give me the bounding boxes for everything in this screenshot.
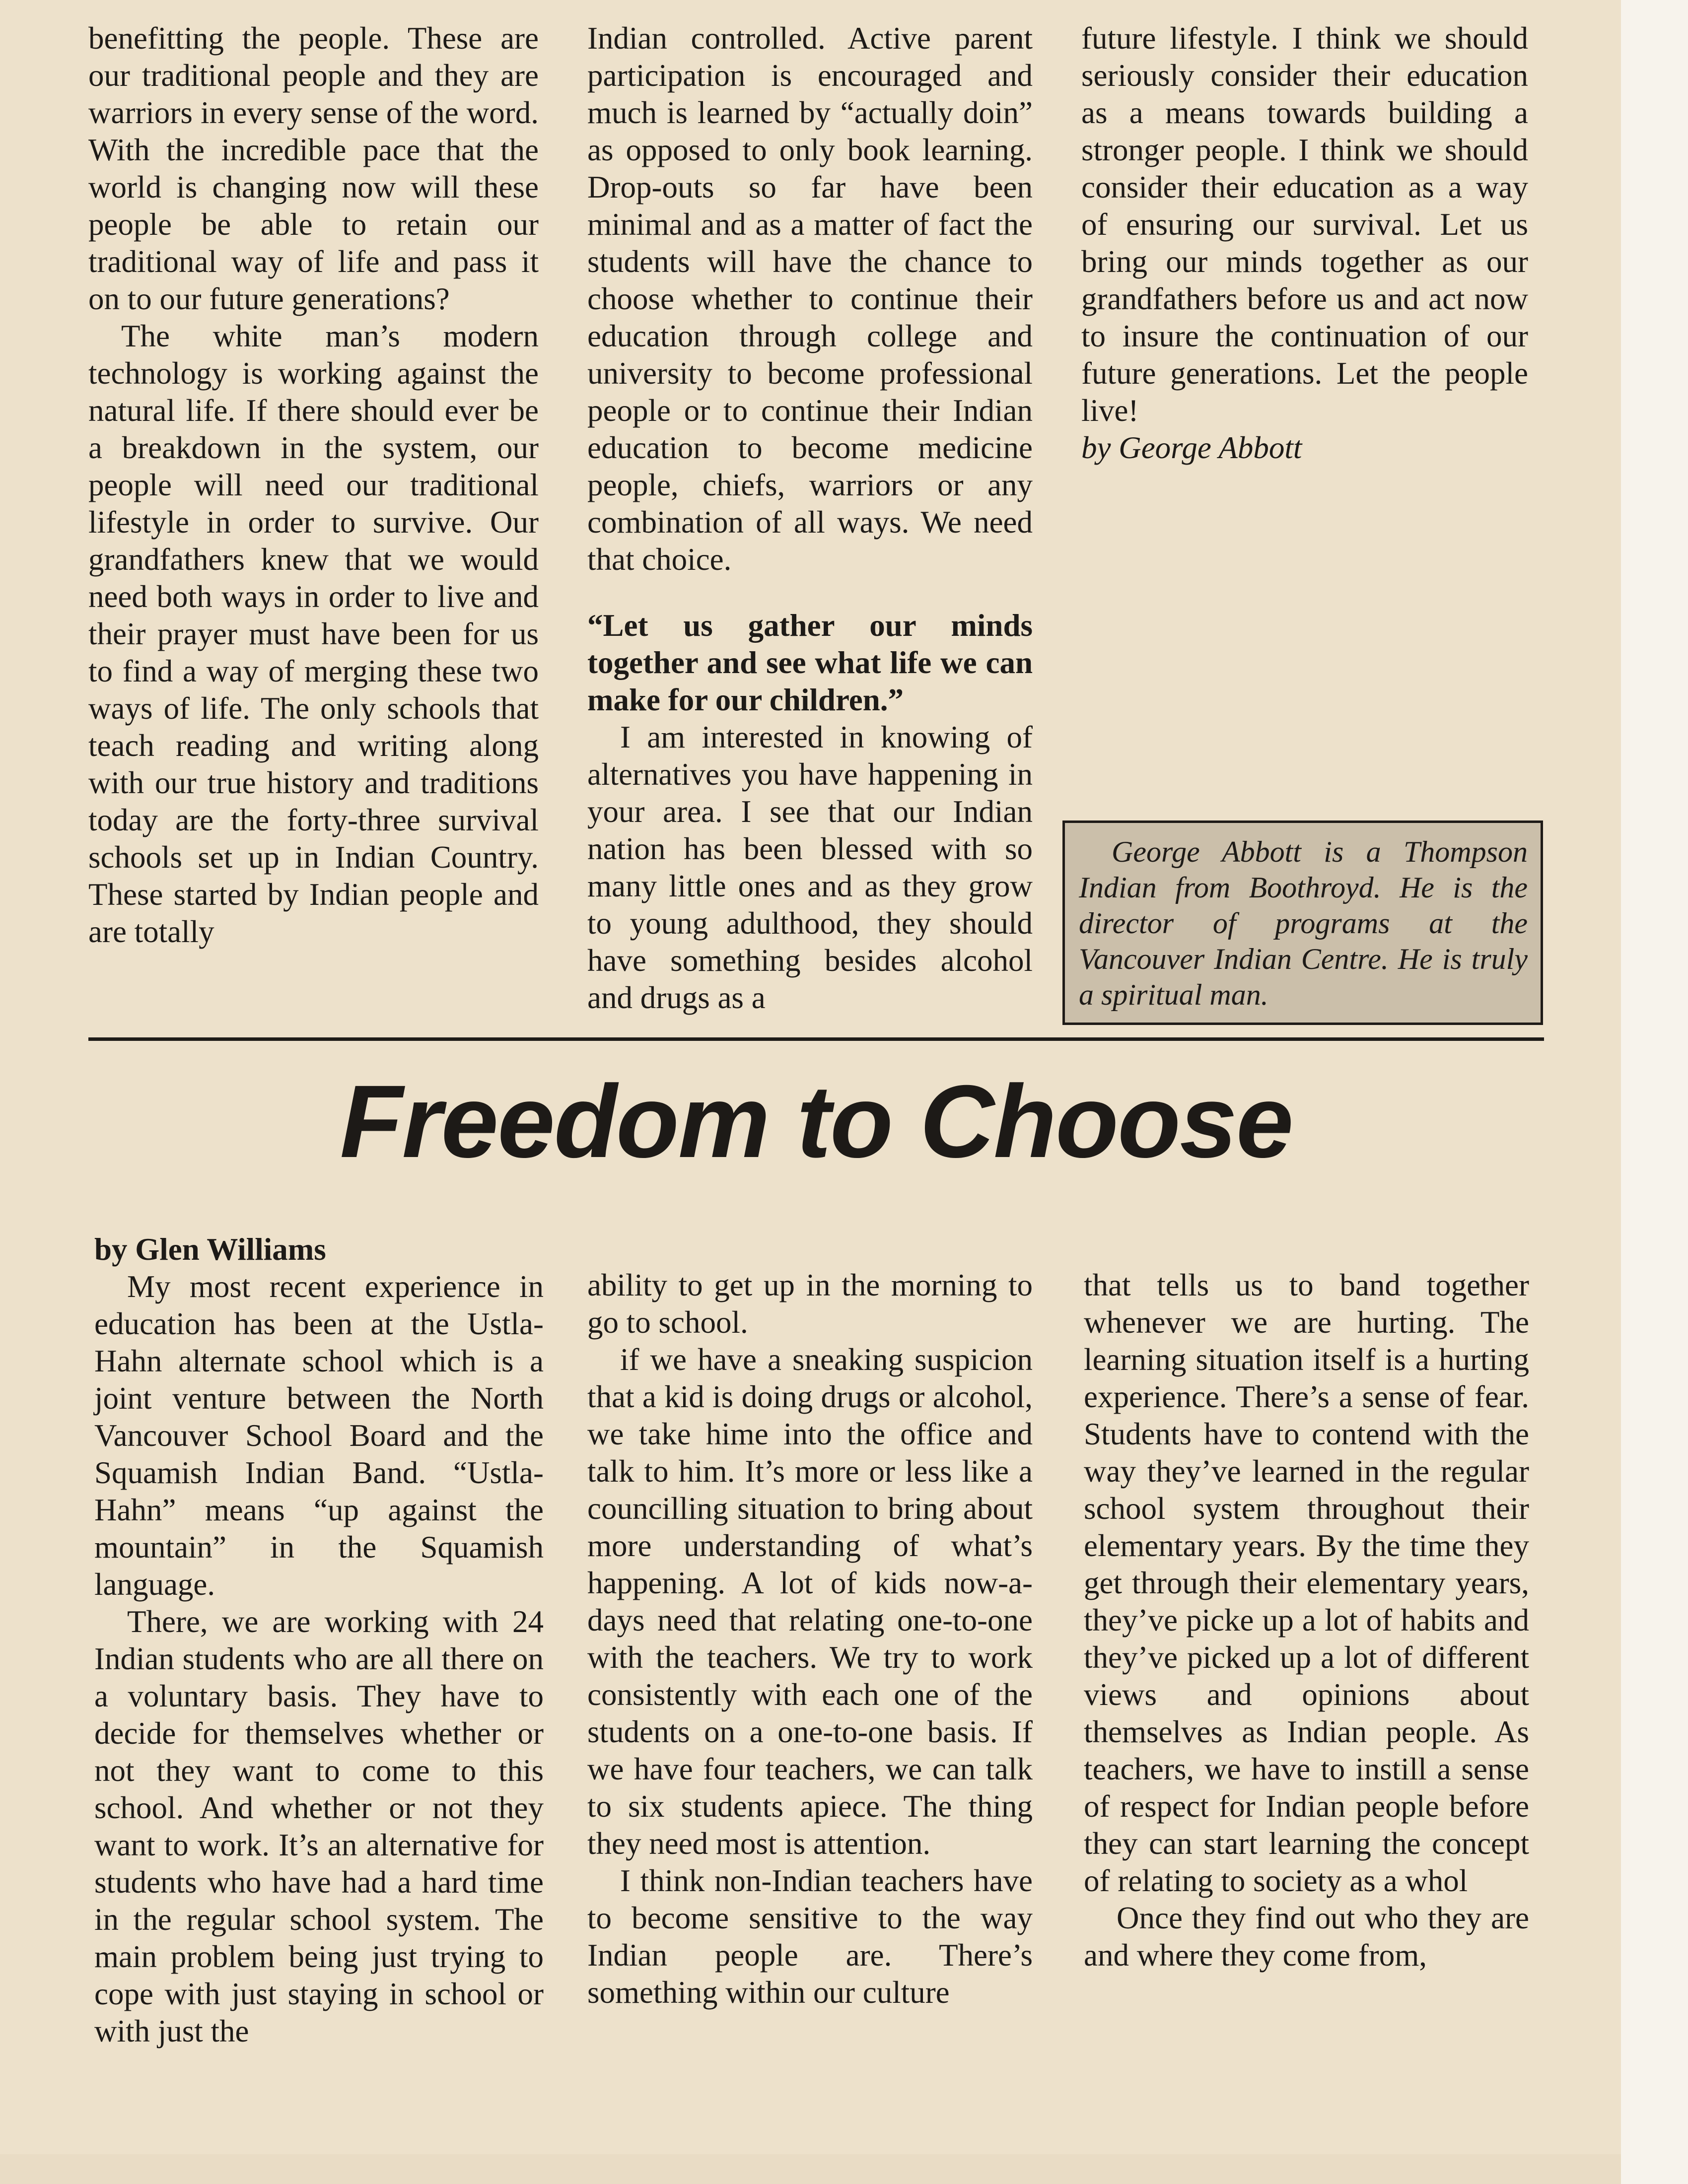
bottom-article-column-2 <box>587 1267 1033 2011</box>
section-divider <box>88 1037 1544 1041</box>
paragraph: future lifestyle. I think we should seriously consider their education as a means towards building a stronger people. I think we should consider their education as a way of ensuring our survival. Let us bring our minds together as our grandfathers before us and act now to insure the continuation of our future generations. Let the people live! <box>1081 21 1528 428</box>
paragraph: I think non-Indian teachers have to become sensitive to the way Indian people are. There’s something within our culture <box>587 1863 1033 2010</box>
top-article-column-3 <box>1081 20 1528 467</box>
paragraph: There, we are working with 24 Indian students who are all there on a voluntary basis. They have to decide for themselves whether or not they want to come to this school. And whether or not they want to work. It’s an alternative for students who have had a hard time in the regular school system. The main problem being just trying to cope with just staying in school or with just the <box>94 1604 544 2048</box>
paragraph: that tells us to band together whenever we are hurting. The learning situation itself is a hurting experience. There’s a sense of fear. Students have to contend with the way they’ve learned in the regular school system throughout their elementary years. By the time they get through their elementary years, they’ve picke up a lot of habits and they’ve picked up a lot of different views and opinions about themselves as Indian people. As teachers, we have to instill a sense of respect for Indian people before they can start learning the concept of relating to society as a whol <box>1084 1268 1529 1898</box>
paragraph: Once they find out who they are and where they come from, <box>1084 1901 1529 1973</box>
paragraph: Indian controlled. Active parent participation is encouraged and much is learned by “actually doin” as opposed to only book learning. Drop-outs so far have been minimal and as a matter of fact the students will have the chance to choose whether to continue their education through college and university to become professional people or to continue their Indian education to become medicine people, chiefs, warriors or any combination of all ways. We need that choice. <box>587 21 1033 577</box>
paragraph: My most recent experience in education has been at the Ustla-Hahn alternate school which is a joint venture between the North Vancouver School Board and the Squamish Indian Band. “Ustla-Hahn” means “up against the mountain” in the Squamish language. <box>94 1269 544 1602</box>
top-article-column-1 <box>88 20 539 951</box>
pull-quote: “Let us gather our minds together and see what life we can make for our children.” <box>587 608 1033 717</box>
author-bio-box <box>1062 820 1543 1025</box>
paragraph: The white man’s modern technology is working against the natural life. If there should ever be a breakdown in the system, our people will need our traditional lifestyle in order to survive. Our grandfathers knew that we would need both ways in order to live and their prayer must have been for us to find a way of merging these two ways of life. The only schools that teach reading and writing along with our true history and traditions today are the forty-three survival schools set up in Indian Country. These started by Indian people and are totally <box>88 319 539 949</box>
author-byline: by George Abbott <box>1081 430 1302 465</box>
paragraph: if we have a sneaking suspicion that a kid is doing drugs or alcohol, we take hime into the office and talk to him. It’s more or less like a councilling situation to bring about more understanding of what’s happening. A lot of kids now-a-days need that relating one-to-one with the teachers. We try to work consistently with each one of the students on a one-to-one basis. If we have four teachers, we can talk to six students apiece. The thing they need most is attention. <box>587 1342 1033 1861</box>
author-bio-text: George Abbott is a Thompson Indian from Boothroyd. He is the director of programs at the Vancouver Indian Centre. He is truly a spiritual man. <box>1079 835 1528 1011</box>
bottom-article-column-1 <box>94 1231 544 2050</box>
bottom-article-column-3 <box>1084 1267 1529 1974</box>
paragraph: benefitting the people. These are our traditional people and they are warriors in every sense of the word. With the incredible pace that the world is changing now will these people be able to retain our traditional way of life and pass it on to our future generations? <box>88 21 539 316</box>
article-headline: Freedom to Choose <box>340 1064 1293 1179</box>
author-byline: by Glen Williams <box>94 1232 326 1267</box>
paragraph: I am interested in knowing of alternatives you have happening in your area. I see that our Indian nation has been blessed with so many little ones and as they grow to young adulthood, they should have something besides alcohol and drugs as a <box>587 720 1033 1015</box>
top-article-column-2 <box>587 20 1033 1017</box>
paragraph: ability to get up in the morning to go to school. <box>587 1268 1033 1340</box>
page-margin <box>1621 0 1688 2184</box>
